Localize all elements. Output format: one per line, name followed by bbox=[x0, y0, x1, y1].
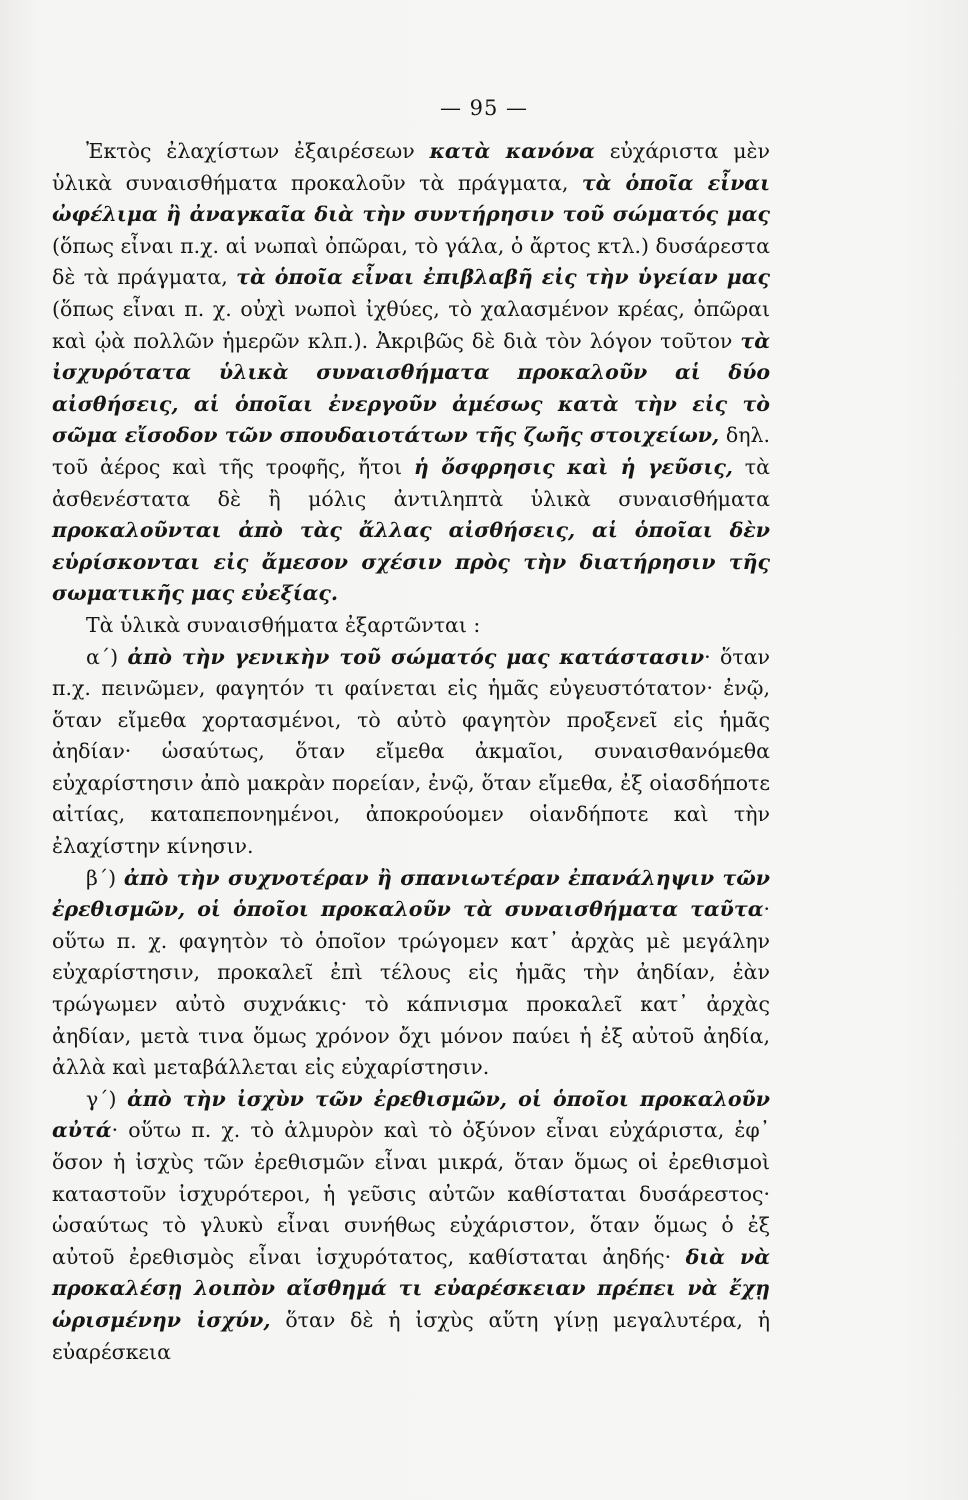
text-segment: δηλ. τοῦ ἀέρος καὶ τῆς τροφῆς, ἤτοι bbox=[52, 423, 770, 479]
emphasis-segment: τὰ ἰσχυρότατα ὑλικὰ συναισθήματα προκαλοῦν αἱ δύο αἰσθήσεις, αἱ ὁποῖαι ἐνεργοῦν ἀμέσως κατὰ τὴν εἰς τὸ σῶμα εἴσοδον τῶν σπουδαιοτάτων τῆς ζωῆς στοιχείων, bbox=[52, 328, 770, 448]
emphasis-segment: διὰ νὰ προκαλέσῃ λοιπὸν αἴσθημά τι εὐαρέσκειαν πρέπει νὰ ἔχῃ ὡρισμένην ἰσχύν, bbox=[52, 1244, 770, 1332]
text-segment: εὐχάριστα μὲν ὑλικὰ συναισθήματα προκαλοῦν τὰ πράγματα, bbox=[52, 139, 770, 195]
emphasis-segment: τὰ ὁποῖα εἶναι ἐπιβλαβῆ εἰς τὴν ὑγείαν μας bbox=[236, 265, 770, 290]
paragraph-3 bbox=[52, 642, 770, 863]
emphasis-segment: ἡ ὄσφρησις καὶ ἡ γεῦσις, bbox=[413, 454, 733, 479]
emphasis-segment: ἀπὸ τὴν συχνοτέραν ἢ σπανιωτέραν ἐπανάληψιν τῶν ἐρεθισμῶν, οἱ ὁποῖοι προκαλοῦν τὰ συναισθήματα ταῦτα bbox=[52, 865, 771, 922]
emphasis-segment: κατὰ κανόνα bbox=[429, 139, 595, 163]
text-segment: · οὕτω π. χ. φαγητὸν τὸ ὁποῖον τρώγομεν κατ᾿ ἀρχὰς μὲ μεγάλην εὐχαρίστησιν, προκαλεῖ ἐπὶ τέλους εἰς ἡμᾶς τὴν ἀηδίαν, ἐὰν τρώγωμεν αὐτὸ συχνάκις· τὸ κάπνισμα προκαλεῖ κατ᾿ ἀρχὰς ἀηδίαν, μετὰ τινα ὅμως χρόνον ὄχι μόνον παύει ἡ ἐξ αὐτοῦ ἀηδία, ἀλλὰ καὶ μεταβάλλεται εἰς εὐχαρίστησιν. bbox=[52, 897, 770, 1080]
text-segment: α΄) bbox=[86, 644, 128, 669]
paragraph-5 bbox=[52, 1084, 770, 1368]
body-text bbox=[52, 136, 770, 1368]
text-segment: Ἐκτὸς ἐλαχίστων ἐξαιρέσεων bbox=[86, 139, 430, 163]
paragraph-1 bbox=[52, 136, 770, 610]
paragraph-2 bbox=[52, 610, 770, 642]
paragraph-4 bbox=[52, 863, 770, 1084]
page-number: — 95 — bbox=[439, 96, 529, 120]
text-segment: (ὅπως εἶναι π.χ. αἱ νωπαὶ ὀπῶραι, τὸ γάλα, ὁ ἄρτος κτλ.) δυσάρεστα δὲ τὰ πράγματα, bbox=[52, 233, 770, 290]
emphasis-segment: τὰ ὁποῖα εἶναι ὠφέλιμα ἢ ἀναγκαῖα διὰ τὴν συντήρησιν τοῦ σώματός μας bbox=[52, 170, 770, 227]
emphasis-segment: ἀπὸ τὴν γενικὴν τοῦ σώματός μας κατάστασιν bbox=[127, 644, 705, 669]
text-segment: γ΄) bbox=[86, 1086, 128, 1111]
text-segment: · οὕτω π. χ. τὸ ἁλμυρὸν καὶ τὸ ὀξύνον εἶναι εὐχάριστα, ἐφ᾿ ὅσον ἡ ἰσχὺς τῶν ἐρεθισμῶν εἶναι μικρά, ὅταν ὅμως οἱ ἐρεθισμοὶ καταστοῦν ἰσχυρότεροι, ἡ γεῦσις αὐτῶν καθίσταται δυσάρεστος· ὡσαύτως τὸ γλυκὺ εἶναι συνήθως εὐχάριστον, ὅταν ὅμως ὁ ἐξ αὐτοῦ ἐρεθισμὸς εἶναι ἰσχυρότατος, καθίσταται ἀηδής· bbox=[52, 1118, 770, 1269]
text-segment: · ὅταν π.χ. πεινῶμεν, φαγητόν τι φαίνεται εἰς ἡμᾶς εὐγευστότατον· ἐνῷ, ὅταν εἴμεθα χορτασμένοι, τὸ αὐτὸ φαγητὸν προξενεῖ εἰς ἡμᾶς ἀηδίαν· ὡσαύτως, ὅταν εἴμεθα ἀκμαῖοι, συναισθανόμεθα εὐχαρίστησιν ἀπὸ μακρὰν πορείαν, ἐνῷ, ὅταν εἴμεθα, ἐξ οἱασδήποτε αἰτίας, καταπεπονημένοι, ἀποκρούομεν οἱανδήποτε καὶ τὴν ἐλαχίστην κίνησιν. bbox=[52, 644, 770, 859]
text-segment: τὰ ἀσθενέστατα δὲ ἢ μόλις ἀντιληπτὰ ὑλικὰ συναισθήματα bbox=[52, 454, 770, 511]
text-segment: (ὅπως εἶναι π. χ. οὐχὶ νωποὶ ἰχθύες, τὸ χαλασμένον κρέας, ὀπῶραι καὶ ᾠὰ πολλῶν ἡμερῶν κλπ.). Ἀκριβῶς δὲ διὰ τὸν λόγον τοῦτον bbox=[52, 296, 770, 353]
text-segment: Τὰ ὑλικὰ συναισθήματα ἐξαρτῶνται : bbox=[86, 612, 481, 637]
emphasis-segment: ἀπὸ τὴν ἰσχὺν τῶν ἐρεθισμῶν, οἱ ὁποῖοι προκαλοῦν αὐτά bbox=[52, 1086, 770, 1143]
text-segment: ὅταν δὲ ἡ ἰσχὺς αὕτη γίνῃ μεγαλυτέρα, ἡ εὐαρέσκεια bbox=[52, 1307, 770, 1364]
text-segment: β΄) bbox=[86, 865, 124, 890]
emphasis-segment: προκαλοῦνται ἀπὸ τὰς ἄλλας αἰσθήσεις, αἱ ὁποῖαι δὲν εὑρίσκονται εἰς ἄμεσον σχέσιν πρὸς τὴν διατήρησιν τῆς σωματικῆς μας εὐεξίας. bbox=[52, 518, 770, 606]
